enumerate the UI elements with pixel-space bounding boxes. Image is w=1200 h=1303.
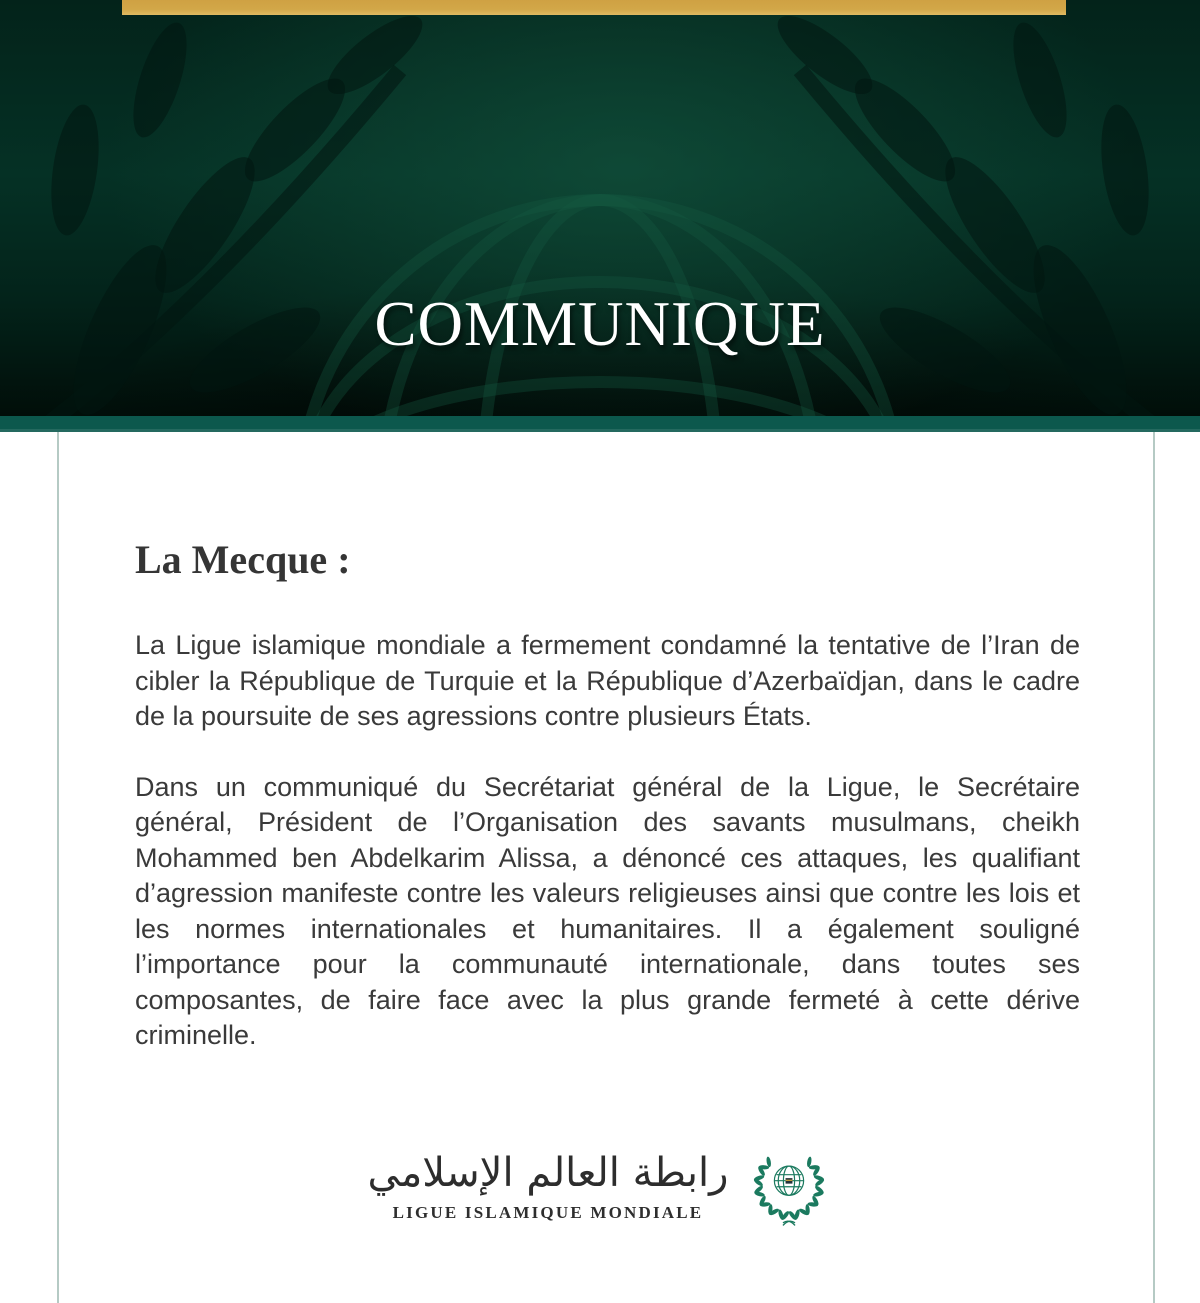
logo-text-block (368, 1147, 729, 1223)
mwl-wreath-globe-emblem-icon (746, 1138, 832, 1232)
footer-logo (0, 1138, 1200, 1232)
logo-arabic-calligraphy: رابطة العالم الإسلامي (367, 1150, 729, 1196)
content-area (0, 432, 1200, 1303)
paragraph-2: Dans un communiqué du Secrétariat général de la Ligue, le Secrétaire général, Président de l’Organisation des savants musulmans, cheikh Mohammed ben Abdelkarim Alissa, a dénoncé ces attaques, les qualifiant d’agression manifeste contre les valeurs religieuses ainsi que contre les lois et les normes internationales et humanitaires. Il a également souligné l’importance pour la communauté internationale, dans toutes ses composantes, de faire face avec la plus grande fermeté à cette dérive criminelle. (135, 771, 1080, 1050)
teal-divider (0, 416, 1200, 432)
logo-organization-name: LIGUE ISLAMIQUE MONDIALE (392, 1203, 704, 1222)
dateline-heading: La Mecque : (135, 537, 351, 582)
banner-title: COMMUNIQUE (374, 289, 826, 359)
gold-accent-bar (122, 0, 1066, 15)
body-copy (0, 584, 1200, 1054)
paragraph-1: La Ligue islamique mondiale a fermement condamné la tentative de l’Iran de cibler la République de Turquie et la République d’Azerbaïdjan, dans le cadre de la poursuite de ses agressions contre plusieurs États. (135, 630, 1080, 731)
banner (0, 0, 1200, 416)
